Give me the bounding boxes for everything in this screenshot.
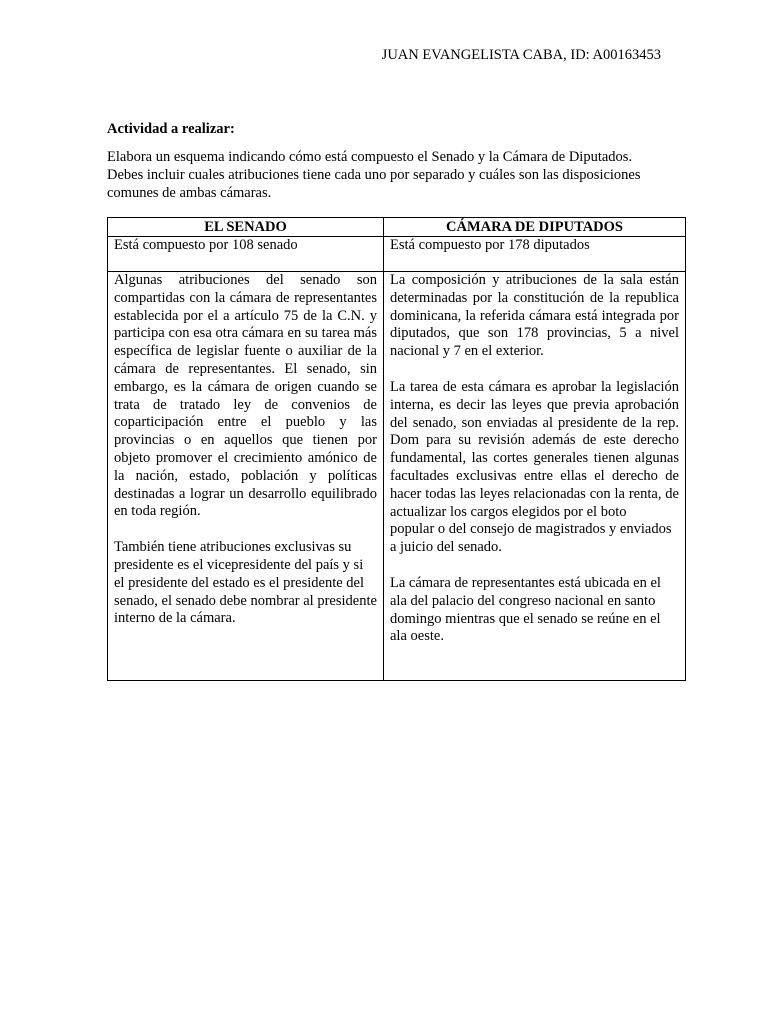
activity-description: Elabora un esquema indicando cómo está compuesto el Senado y la Cámara de Diputados. Debes incluir cuales atribuciones tiene cada uno por separado y cuáles son las disposiciones comunes de ambas cámaras. [107,149,641,201]
table-row [108,272,686,681]
camara-composition-text: Está compuesto por 178 diputados [390,237,590,253]
senado-paragraph-2: También tiene atribuciones exclusivas su presidente es el vicepresidente del país y si el presidente del estado es el presidente del senado, el senado debe nombrar al presidente interno de la cámara. [114,539,377,627]
camara-paragraph-2-continued: popular o del consejo de magistrados y enviados a juicio del senado. [390,521,672,556]
camara-paragraph-1: La composición y atribuciones de la sala están determinadas por la constitución de la republica dominicana, la referida cámara está integrada por diputados, que son 178 provincias, 5 a nivel nacional y 7 en el exterior. [390,272,679,360]
camara-paragraph-3: La cámara de representantes está ubicada en el ala del palacio del congreso nacional en santo domingo mientras que el senado se reúne en el ala oeste. [390,574,661,645]
senado-composition [108,237,384,272]
camara-composition [384,237,686,272]
activity-title: Actividad a realizar: [107,121,235,137]
comparison-table [107,217,686,681]
camara-paragraph-2: La tarea de esta cámara es aprobar la legislación interna, es decir las leyes que previa aprobación del senado, son enviadas al presidente de la rep. Dom para su revisión además de este derecho fundamental, las cortes generales tienen algunas facultades exclusivas entre ellas el derecho de hacer todas las leyes relacionadas con la renta, de actualizar los cargos elegidos por el boto [390,378,679,520]
senado-paragraph-1: Algunas atribuciones del senado son compartidas con la cámara de representantes establecida por el a artículo 75 de la C.N. y participa con esa otra cámara en su tarea más específica de legislar fuente o auxiliar de la cámara de representantes. El senado, sin embargo, es la cámara de origen cuando se trata de tratado ley de convenios de coparticipación entre el pueblo y las provincias o en aquellos que tienen por objeto promover el crecimiento amónico de la nación, estado, población y políticas destinadas a lograr un desarrollo equilibrado en toda región. [114,272,377,520]
table-row [108,237,686,272]
header-camara: CÁMARA DE DIPUTADOS [384,218,686,237]
table-header-row [108,218,686,237]
senado-attributions [108,272,384,681]
author-header: JUAN EVANGELISTA CABA, ID: A00163453 [381,47,661,63]
camara-attributions [384,272,686,681]
senado-composition-text: Está compuesto por 108 senado [114,237,298,253]
header-senado: EL SENADO [108,218,384,237]
